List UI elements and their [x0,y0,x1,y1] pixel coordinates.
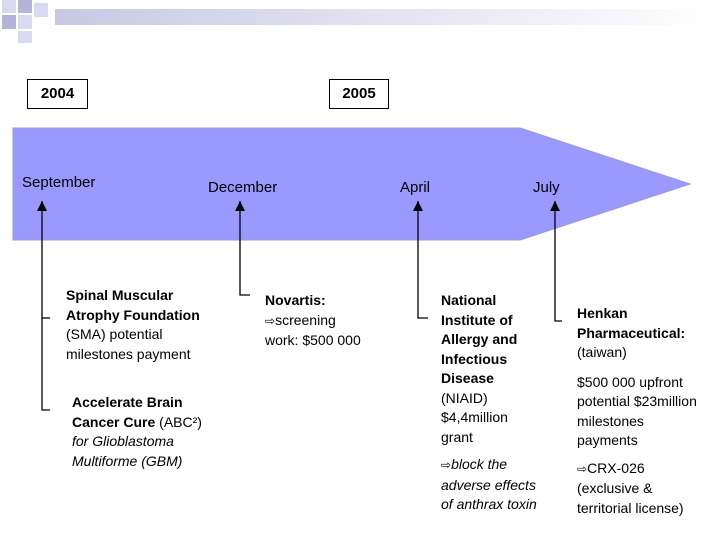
abc-line: for Glioblastoma [72,433,174,449]
month-december: December [208,179,278,196]
niaid-line: adverse effects [441,476,536,493]
niaid-line: Infectious [441,350,508,367]
arrow-right-icon: ⇨ [265,313,276,328]
event-novartis [265,291,361,351]
timeline-arrow [13,128,690,240]
event-sma [66,286,200,364]
niaid-line: National [441,292,497,308]
novartis-line: ⇨screening [265,311,336,328]
abc-bold: Cancer Cure [72,413,156,430]
event-abc [72,393,202,471]
henkan-line: $500 000 upfront [577,373,683,390]
sma-line: milestones payment [66,345,191,362]
henkan-line: ⇨CRX-026 [577,459,645,476]
abc-line: Multiforme (GBM) [72,452,183,469]
niaid-line: Disease [441,370,494,386]
month-september: September [22,174,96,191]
year-2005-box: 2005 [329,79,389,109]
year-2004-box: 2004 [27,79,88,109]
henkan-line: payments [577,432,638,448]
niaid-line: (NIAID) [441,389,488,406]
henkan-line: Henkan [577,305,628,321]
henkan-line: (exclusive & [577,480,653,496]
novartis-line: work: $500 000 [265,332,361,348]
novartis-title: Novartis: [265,292,326,308]
niaid-line: of anthrax toxin [441,496,537,512]
henkan-line: territorial license) [577,499,684,516]
sma-line: Atrophy Foundation [66,306,200,323]
henkan-line: milestones [577,412,644,429]
abc-rest: (ABC²) [155,413,202,430]
sma-line: (SMA) potential [66,326,163,342]
niaid-line: $4,4million [441,409,508,425]
niaid-line: grant [441,428,473,445]
henkan-line: Pharmaceutical: [577,324,686,341]
month-april: April [400,179,431,196]
arrow-right-icon: ⇨ [441,458,452,472]
sma-line: Spinal Muscular [66,287,174,303]
henkan-line: potential $23million [577,393,697,409]
month-july: July [533,179,560,196]
abc-line: Accelerate Brain [72,394,183,410]
niaid-line: Allergy and [441,331,518,347]
event-henkan [577,304,697,518]
niaid-line: Institute of [441,311,513,328]
event-niaid [441,291,537,515]
niaid-line: ⇨block the [441,456,508,472]
abc-line [72,413,202,433]
henkan-line: (taiwan) [577,344,627,360]
arrow-right-icon: ⇨ [577,461,588,476]
